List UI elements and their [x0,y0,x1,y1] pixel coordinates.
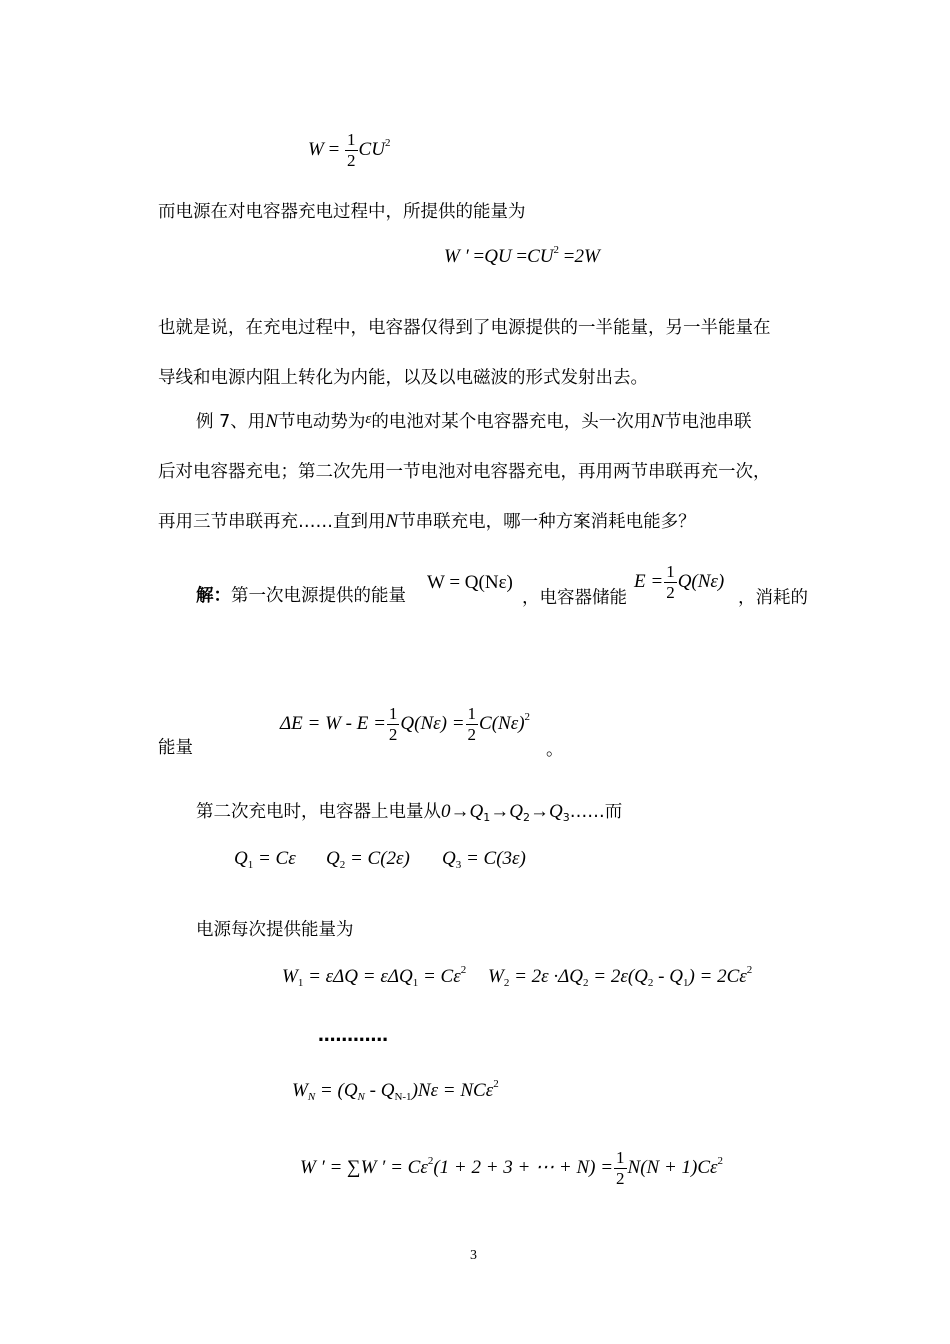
fraction-half: $\frac{1}{2}$ [347,130,356,170]
solution-line: 解：第一次电源提供的能量 [196,586,406,606]
page-number: 3 [470,1248,477,1263]
solution-text-c: ，消耗的 [738,588,808,608]
formula-wn: $W_N = (Q_N - Q_{N-1})N\varepsilon = NC\varepsilon^2$ [292,1078,499,1103]
second-charge-line: 第二次充电时，电容器上电量从$0\to Q_1\to Q_2\to Q_3\dots\dots$而 [196,801,623,824]
formula-first-supply: W = Q(Nε) [427,572,513,593]
example-7-line3: 再用三节串联再充……直到用N节串联充电，哪一种方案消耗电能多？ [158,511,696,532]
solution-label: 解： [196,586,231,606]
formula-total-energy: W ′ = ∑W ′ = $C\varepsilon^2(1 + 2 + 3$ + ⋯ + N) = $\frac{1}{2}$ $N(N + 1)C\varepsilon^2$ [300,1148,723,1188]
paragraph-half-energy-line2: 导线和电源内阻上转化为内能，以及以电磁波的形式发射出去。 [158,368,648,388]
formula-q3: $Q_3 = C(3\varepsilon)$ [442,848,526,871]
formula-energy-loss: ΔE = W - E = $\frac{1}{2}$ Q(Nε) = $\frac{1}{2}$ $C(N\varepsilon)^2$ [280,704,531,744]
formula-q2: $Q_2 = C(2\varepsilon)$ [326,848,410,871]
formula-w1: $W_1 = \varepsilon\Delta Q = \varepsilon\Delta Q_1 = C\varepsilon^2$ [282,964,467,989]
example-7-line2: 后对电容器充电；第二次先用一节电池对电容器充电，再用两节串联再充一次， [158,462,771,482]
energy-period: 。 [546,740,564,760]
formula-capacitor-store: E = $\frac{1}{2}$ Q(Nε) [634,562,725,602]
paragraph-half-energy-line1: 也就是说，在充电过程中，电容器仅得到了电源提供的一半能量，另一半能量在 [158,318,771,338]
ellipsis-dots: ………… [318,1026,388,1046]
paragraph-source-energy: 而电源在对电容器充电过程中，所提供的能量为 [158,202,526,222]
formula-equals: = [328,138,340,160]
formula-cu: CU [358,138,385,160]
example-7-line1: 例 7、用N节电动势为ε的电池对某个电容器充电，头一次用N节电池串联 [196,411,752,432]
formula-w2: $W_2 = 2\varepsilon \cdot\Delta Q_2 = 2\varepsilon(Q_2 - Q_1) = 2C\varepsilon^2$ [488,964,753,989]
formula-capacitor-energy: W = $\frac{1}{2}$ $CU^2$ [308,130,391,170]
formula-var-w: W [308,138,324,160]
formula-source-energy: W ′ $=QU =CU^2 =2W$ [444,244,600,267]
paragraph-each-supply: 电源每次提供能量为 [196,920,354,940]
solution-text-b: ，电容器储能 [522,588,627,608]
energy-label: 能量 [158,738,193,758]
formula-q1: $Q_1 = C\varepsilon$ [234,848,296,871]
